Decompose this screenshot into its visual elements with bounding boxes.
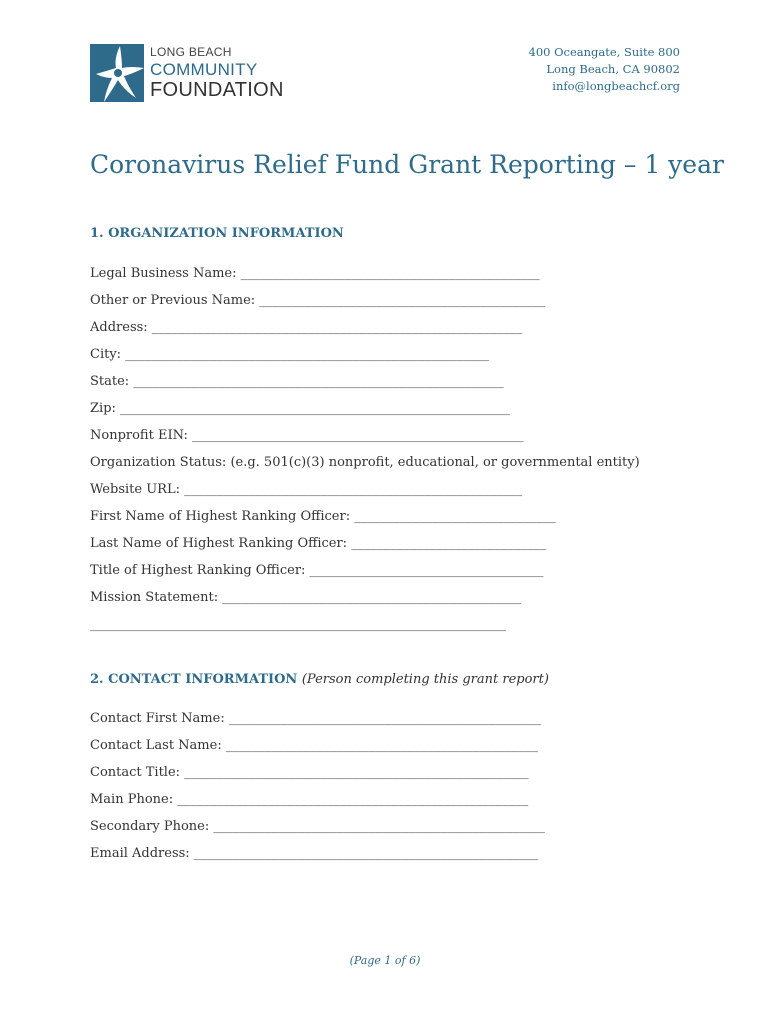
field-secondary-phone[interactable]: Secondary Phone: ___________________________________________________ xyxy=(90,819,545,834)
address-city: Long Beach, CA 90802 xyxy=(546,62,680,76)
field-officer-last-name[interactable]: Last Name of Highest Ranking Officer: ______________________________ xyxy=(90,536,547,551)
field-nonprofit-ein[interactable]: Nonprofit EIN: ___________________________________________________ xyxy=(90,428,524,443)
field-zip[interactable]: Zip: ____________________________________________________________ xyxy=(90,401,511,416)
field-main-phone[interactable]: Main Phone: ______________________________________________________ xyxy=(90,792,529,807)
field-officer-title[interactable]: Title of Highest Ranking Officer: ____________________________________ xyxy=(90,563,544,578)
logo-line-foundation: FOUNDATION xyxy=(150,79,284,101)
field-legal-business-name[interactable]: Legal Business Name: ______________________________________________ xyxy=(90,266,540,281)
page-number: (Page 1 of 6) xyxy=(349,954,421,967)
address-email: info@longbeachcf.org xyxy=(552,79,680,93)
field-previous-name[interactable]: Other or Previous Name: ____________________________________________ xyxy=(90,293,546,308)
field-state[interactable]: State: _________________________________________________________ xyxy=(90,374,504,389)
starfish-icon xyxy=(90,44,144,102)
field-mission-statement[interactable]: Mission Statement: ______________________________________________ xyxy=(90,590,522,605)
field-contact-last-name[interactable]: Contact Last Name: ________________________________________________ xyxy=(90,738,538,753)
field-organization-status: Organization Status: (e.g. 501(c)(3) nonprofit, educational, or governmental entity) xyxy=(90,455,640,470)
page-title: Coronavirus Relief Fund Grant Reporting – 1 year xyxy=(90,150,724,179)
contact-address xyxy=(529,44,681,95)
section-contact-note: (Person completing this grant report) xyxy=(301,672,549,687)
field-contact-title[interactable]: Contact Title: _____________________________________________________ xyxy=(90,765,529,780)
logo-line-long-beach: LONG BEACH xyxy=(150,45,232,59)
section-contact-title: 2. CONTACT INFORMATION xyxy=(90,672,298,687)
field-website-url[interactable]: Website URL: ____________________________________________________ xyxy=(90,482,523,497)
field-officer-first-name[interactable]: First Name of Highest Ranking Officer: _______________________________ xyxy=(90,509,556,524)
address-street: 400 Oceangate, Suite 800 xyxy=(528,45,680,59)
field-mission-statement-continued[interactable]: ________________________________________________________________ xyxy=(90,617,506,632)
logo-line-community: COMMUNITY xyxy=(150,60,258,79)
section-organization-heading: 1. ORGANIZATION INFORMATION xyxy=(90,226,344,241)
field-city[interactable]: City: ________________________________________________________ xyxy=(90,347,490,362)
foundation-logo xyxy=(90,44,284,102)
field-contact-first-name[interactable]: Contact First Name: ________________________________________________ xyxy=(90,711,541,726)
field-address[interactable]: Address: _________________________________________________________ xyxy=(90,320,523,335)
section-contact-heading xyxy=(90,672,549,687)
field-email-address[interactable]: Email Address: _____________________________________________________ xyxy=(90,846,539,861)
